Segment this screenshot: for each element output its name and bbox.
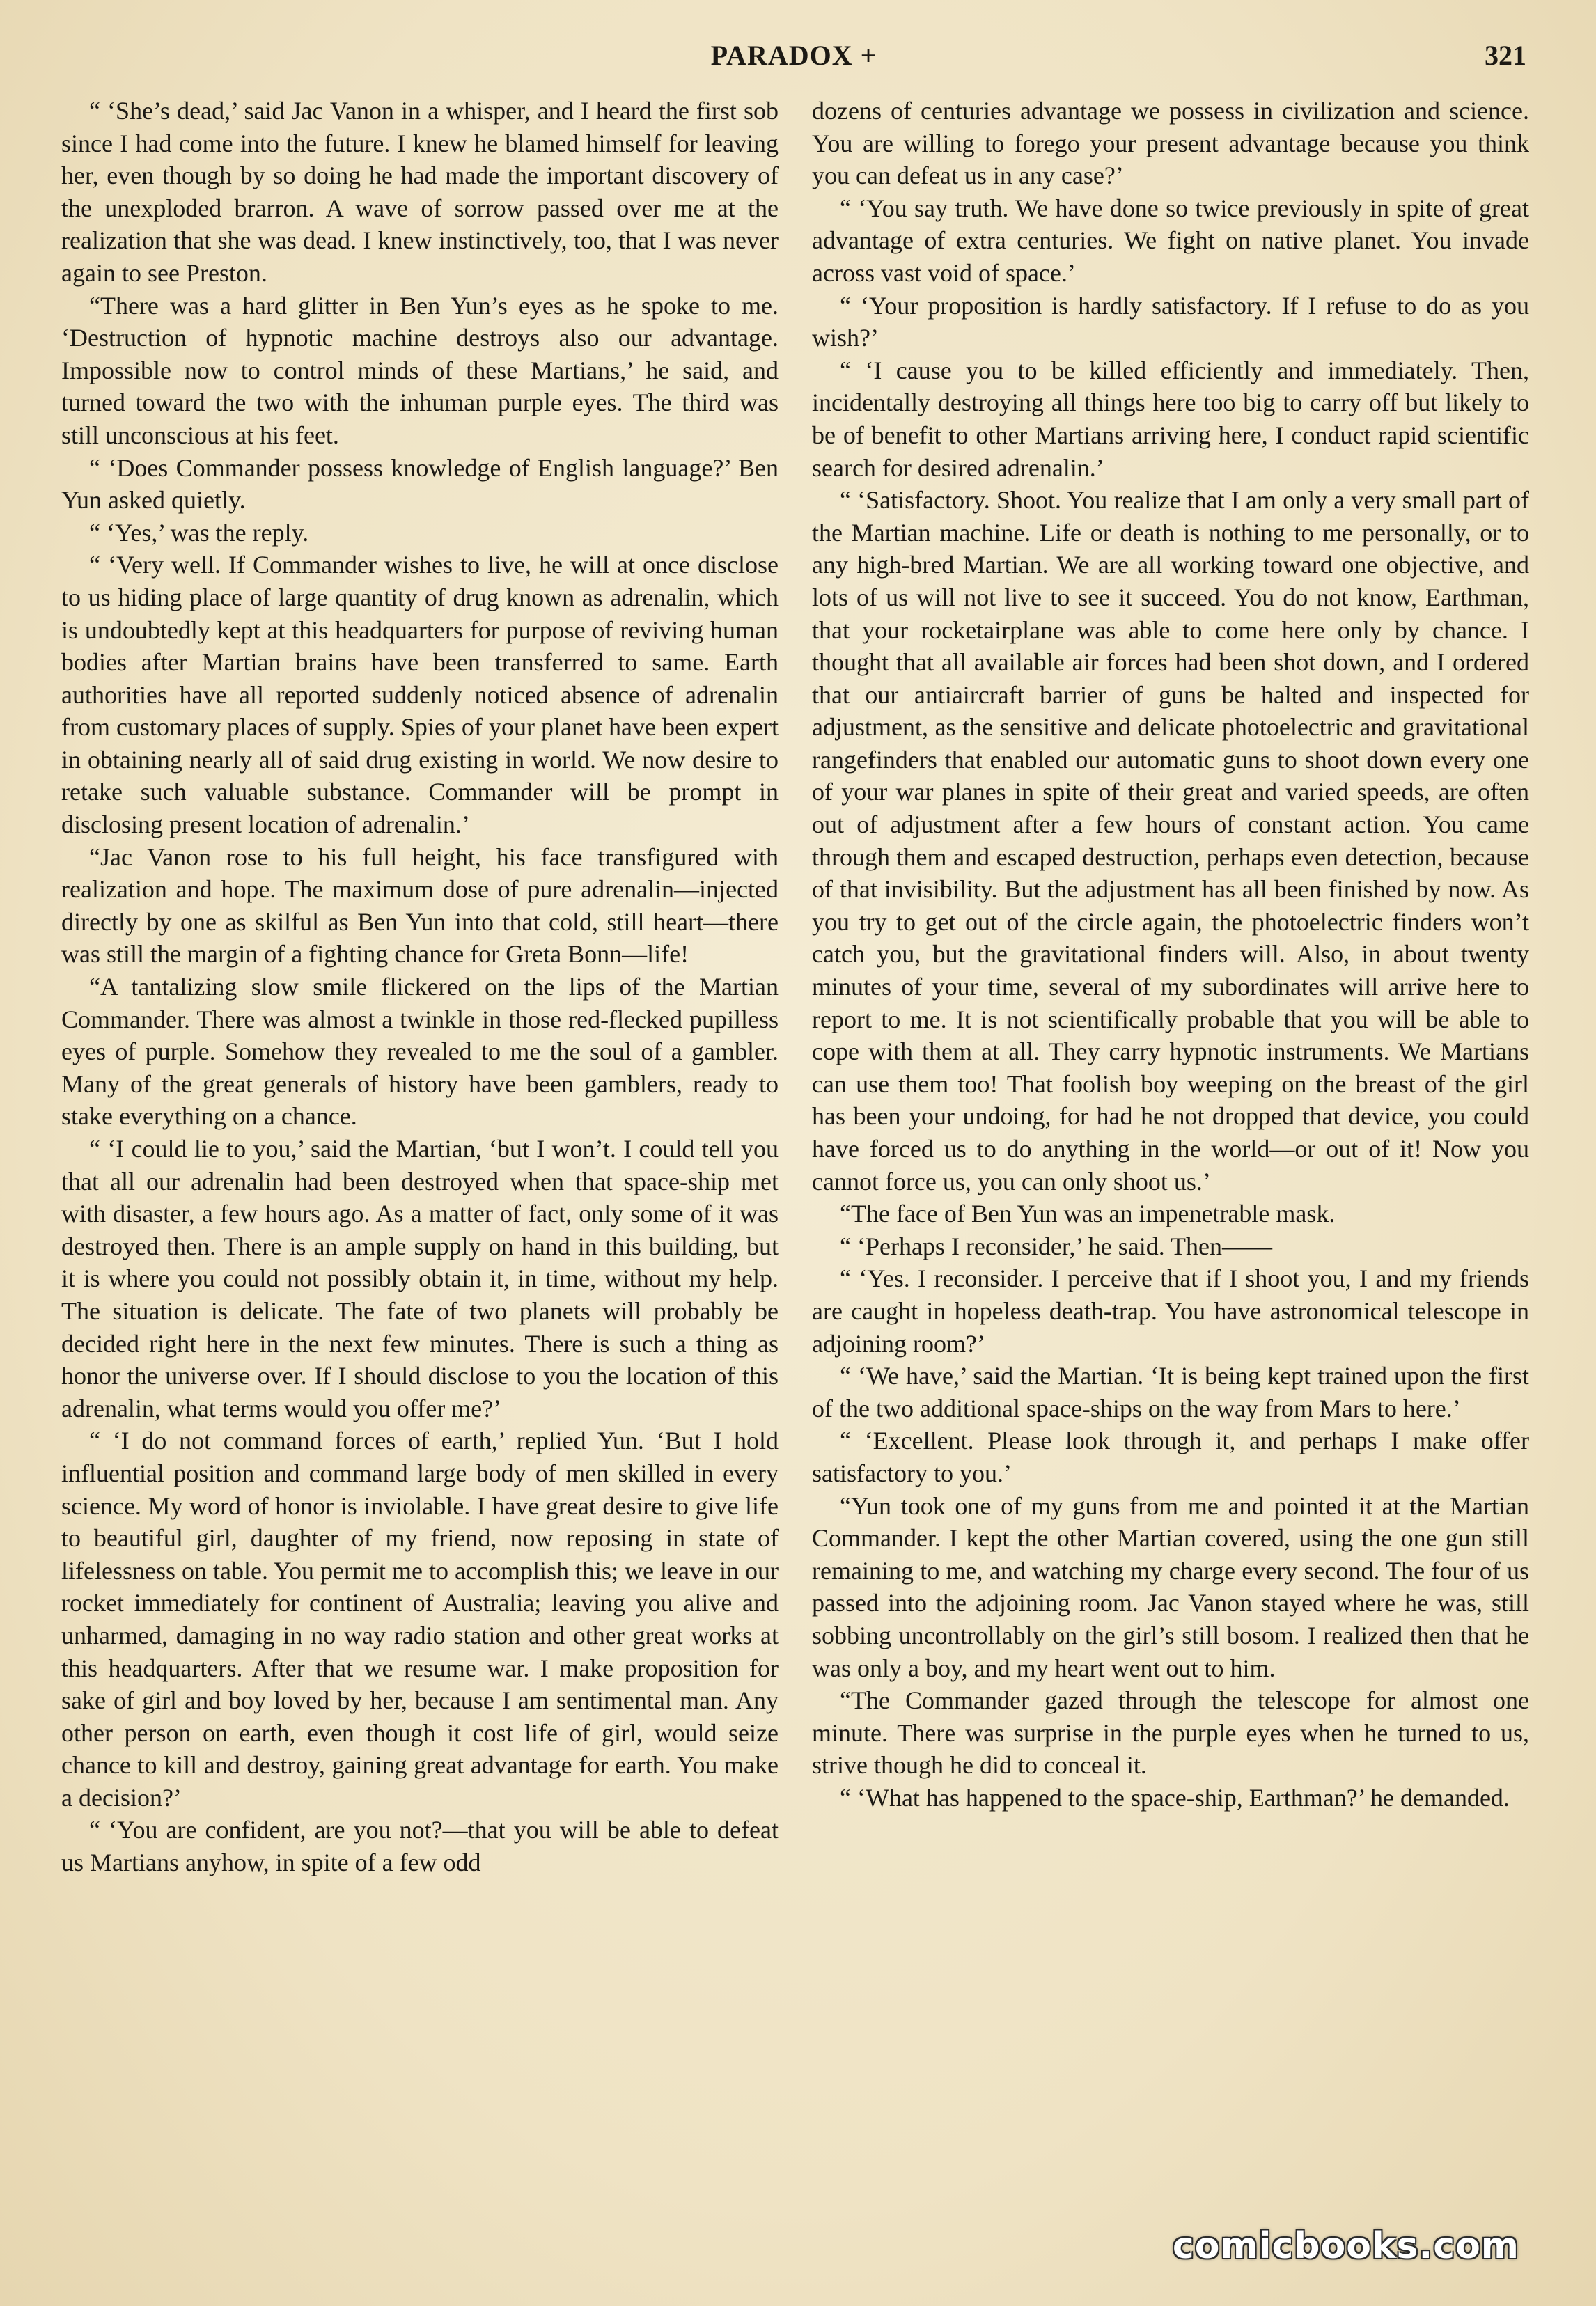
paragraph: “ ‘Does Commander possess knowledge of English language?’ Ben Yun asked quietly. xyxy=(61,453,779,515)
paragraph: “ ‘Satisfactory. Shoot. You realize that I am only a very small part of the Martian machine. Life or death is nothing to me personally, or to any high-bred Martian. We are all working toward one objective, and lots of us will not live to see it succeed. You do not know, Earthman, that your rocketairplane was able to come here only by chance. I thought that all available air forces had been shot down, and I ordered that our antiaircraft barrier of guns be halted and inspected for adjustment, as the sensitive and delicate photoelectric and gravitational rangefinders that enabled our automatic guns to shoot down every one of your war planes in spite of their great and varied speeds, are often out of adjustment after a few hours of constant action. You came through them and escaped destruction, perhaps even detection, because of that invisibility. But the adjustment has all been finished by now. As you try to get out of the circle again, the photoelectric finders won’t catch you, but the gravitational finders will. Also, in about twenty minutes of your time, several of my subordinates will arrive here to report to me. It is not scientifically probable that you will be able to cope with them at all. They carry hypnotic instruments. We Martians can use them too! That foolish boy weeping on the breast of the girl has been your undoing, for had he not dropped that device, you could have forced us to do anything in the world—or out of it! Now you cannot force us, you can only shoot us.’ xyxy=(812,486,1529,1195)
paragraph: “There was a hard glitter in Ben Yun’s eyes as he spoke to me. ‘Destruction of hypnotic machine destroys also our advantage. Impossible now to control minds of these Martians,’ he said, and turned toward the two with the inhuman purple eyes. The third was still unconscious at his feet. xyxy=(61,291,779,449)
paragraph: “Jac Vanon rose to his full height, his face transfigured with realization and hope. The maximum dose of pure adrenalin—injected directly by one as skilful as Ben Yun into that cold, still heart—there was still the margin of a fighting chance for Greta Bonn—life! xyxy=(61,842,779,968)
paragraph: “ ‘Perhaps I reconsider,’ he said. Then—— xyxy=(840,1232,1273,1260)
right-column xyxy=(812,95,1529,1814)
paragraph: “ ‘Yes. I reconsider. I perceive that if I shoot you, I and my friends are caught in hopeless death-trap. You have astronomical telescope in adjoining room?’ xyxy=(812,1264,1529,1358)
paragraph: “ ‘You say truth. We have done so twice previously in spite of great advantage of extra centuries. We fight on native planet. You invade across vast void of space.’ xyxy=(812,194,1529,287)
paragraph: “ ‘Yes,’ was the reply. xyxy=(89,518,309,547)
paragraph: “ ‘Very well. If Commander wishes to live, he will at once disclose to us hiding place of large quantity of drug known as adrenalin, which is undoubtedly kept at this headquarters for purpose of reviving human bodies after Martian brains have been transferred to same. Earth authorities have all reported suddenly noticed absence of adrenalin from customary places of supply. Spies of your planet have been expert in obtaining nearly all of said drug existing in world. We now desire to retake such valuable substance. Commander will be prompt in disclosing present location of adrenalin.’ xyxy=(61,551,779,839)
paragraph: “ ‘I cause you to be killed efficiently and immediately. Then, incidentally destroying all things here too big to carry off but likely to be of benefit to other Martians arriving here, I conduct rapid scientific search for desired adrenalin.’ xyxy=(812,356,1529,482)
paragraph: “ ‘What has happened to the space-ship, Earthman?’ he demanded. xyxy=(840,1783,1510,1812)
paragraph: “Yun took one of my guns from me and pointed it at the Martian Commander. I kept the other Martian covered, using the one gun still remaining to me, and watching my charge every second. The four of us passed into the adjoining room. Jac Vanon stayed where he was, still sobbing uncontrollably on the girl’s still bosom. I realized then that he was only a boy, and my heart went out to him. xyxy=(812,1491,1529,1682)
left-column xyxy=(61,95,779,1879)
page-header xyxy=(61,39,1526,81)
paragraph: “The face of Ben Yun was an impenetrable mask. xyxy=(840,1200,1336,1228)
paragraph: “The Commander gazed through the telescope for almost one minute. There was surprise in the purple eyes when he turned to us, strive though he did to conceal it. xyxy=(812,1686,1529,1780)
watermark-logo: comicbooks.com xyxy=(1172,2225,1519,2267)
paragraph: “ ‘I could lie to you,’ said the Martian, ‘but I won’t. I could tell you that all our adrenalin had been destroyed when that space-ship met with disaster, a few hours ago. As a matter of fact, only some of it was destroyed then. There is an ample supply on hand in this building, but it is where you could not possibly obtain it, in time, without my help. The situation is delicate. The fate of two planets will probably be decided right here in the next few minutes. There is such a thing as honor the universe over. If I should disclose to you the location of this adrenalin, what terms would you offer me?’ xyxy=(61,1135,779,1422)
paragraph: “A tantalizing slow smile flickered on the lips of the Martian Commander. There was almost a twinkle in those red-flecked pupilless eyes of purple. Somehow they revealed to me the soul of a gambler. Many of the great generals of history have been gamblers, ready to stake everything on a chance. xyxy=(61,973,779,1131)
paragraph: “ ‘I do not command forces of earth,’ replied Yun. ‘But I hold influential position and command large body of men skilled in every science. My word of honor is inviolable. I have great desire to give life to beautiful girl, daughter of my friend, now reposing in state of lifelessness on table. You permit me to accomplish this; we leave in our rocket immediately for continent of Australia; leaving you alive and unharmed, damaging in no way radio station and other great works at this headquarters. After that we resume war. I make proposition for sake of girl and boy loved by her, because I am sentimental man. Any other person on earth, even though it cost life of girl, would seize chance to kill and destroy, gaining great advantage for earth. You make a decision?’ xyxy=(61,1427,779,1812)
paragraph: “ ‘She’s dead,’ said Jac Vanon in a whisper, and I heard the first sob since I had come into the future. I knew he blamed himself for leaving her, even though by so doing he had made the important discovery of the unexploded brarron. A wave of sorrow passed over me at the realization that she was dead. I knew instinctively, too, that I was never again to see Preston. xyxy=(61,97,779,287)
paragraph: “ ‘Your proposition is hardly satisfactory. If I refuse to do as you wish?’ xyxy=(812,291,1529,352)
page-number: 321 xyxy=(1485,40,1526,71)
paragraph: “ ‘Excellent. Please look through it, and perhaps I make offer satisfactory to you.’ xyxy=(812,1427,1529,1487)
paragraph-continued: dozens of centuries advantage we possess in civilization and science. You are willing to forego your present advantage because you think you can defeat us in any case?’ xyxy=(812,97,1529,190)
running-title: PARADOX + xyxy=(710,40,877,71)
paragraph: “ ‘We have,’ said the Martian. ‘It is being kept trained upon the first of the two additional space-ships on the way from Mars to here.’ xyxy=(812,1362,1529,1422)
paragraph: “ ‘You are confident, are you not?—that you will be able to defeat us Martians anyhow, in spite of a few odd xyxy=(61,1816,779,1877)
